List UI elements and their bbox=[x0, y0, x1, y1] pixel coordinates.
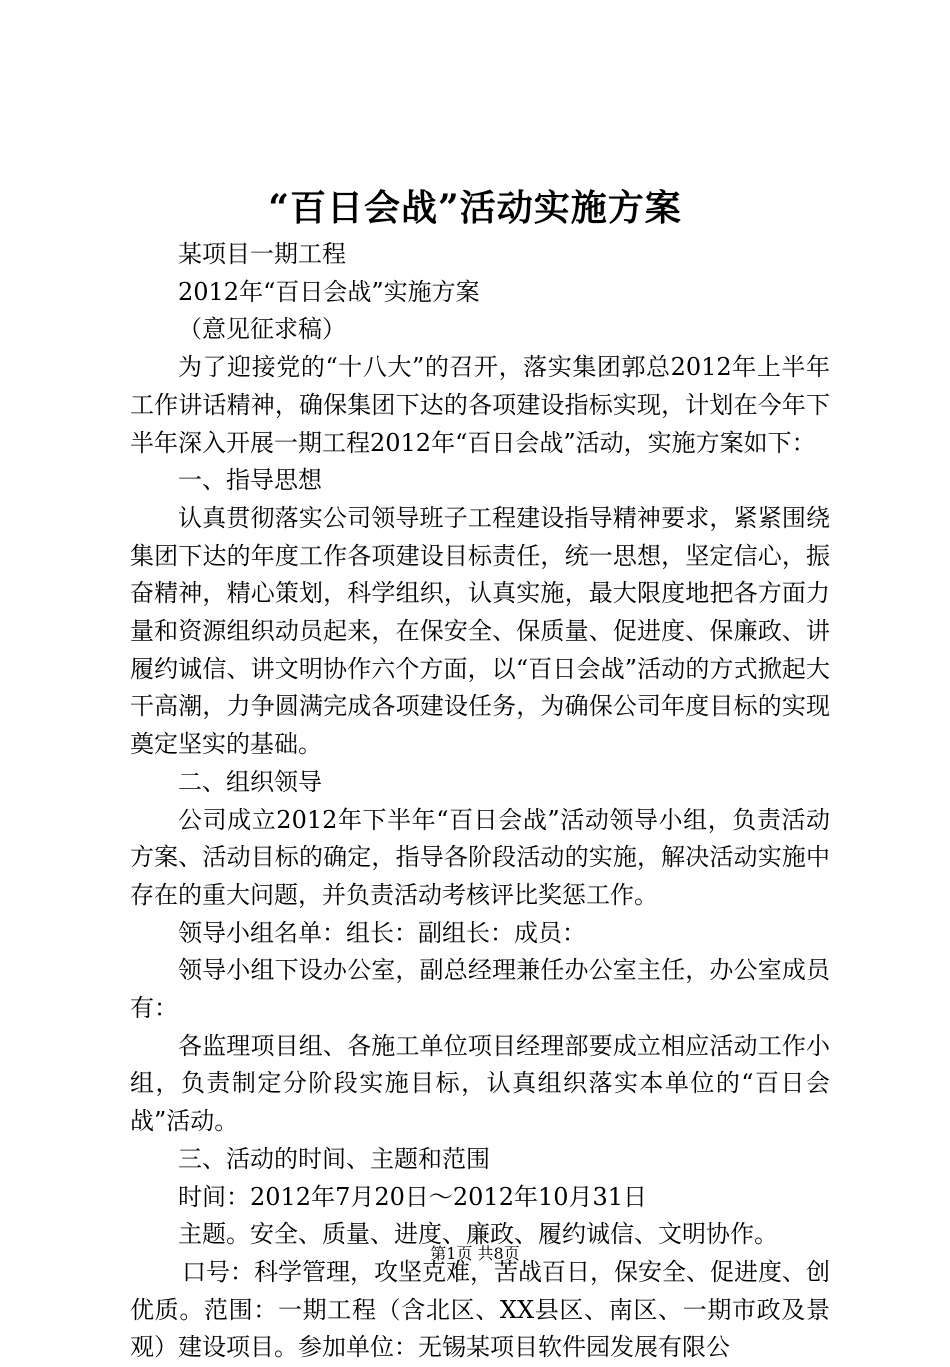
page-footer: 第1页 共8页 bbox=[430, 1244, 520, 1263]
section-heading-organization: 二、组织领导 bbox=[178, 767, 322, 796]
section-heading-time-theme-scope: 三、活动的时间、主题和范围 bbox=[178, 1144, 490, 1173]
paragraph-leadership-list: 领导小组名单：组长：副组长：成员： bbox=[178, 918, 586, 947]
paragraph-intro: 为了迎接党的“十八大”的召开，落实集团郭总2012年上半年工作讲话精神，确保集团下达的各项建设指标实现，计划在今年下半年深入开展一期工程2012年“百日会战”活动，实施方案如下： bbox=[130, 353, 830, 457]
paragraph-time: 时间：2012年7月20日～2012年10月31日 bbox=[178, 1182, 648, 1211]
section-heading-guiding-ideology: 一、指导思想 bbox=[178, 466, 322, 495]
paragraph-theme: 主题。安全、质量、进度、廉政、履约诚信、文明协作。 bbox=[178, 1220, 778, 1249]
paragraph-office: 领导小组下设办公室，副总经理兼任办公室主任，办公室成员有： bbox=[130, 956, 830, 1023]
document-body bbox=[130, 236, 830, 1367]
paragraph-guiding-ideology: 认真贯彻落实公司领导班子工程建设指导精神要求，紧紧围绕集团下达的年度工作各项建设目标责任，统一思想，坚定信心，振奋精神，精心策划，科学组织，认真实施，最大限度地把各方面力量和资源组织动员起来，在保安全、保质量、促进度、保廉政、讲履约诚信、讲文明协作六个方面，以“百日会战”活动的方式掀起大干高潮，力争圆满完成各项建设任务，为确保公司年度目标的实现奠定坚实的基础。 bbox=[130, 503, 830, 759]
paragraph-slogan-scope: 口号：科学管理，攻坚克难，苦战百日，保安全、促进度、创优质。范围：一期工程（含北区、XX县区、南区、一期市政及景观）建设项目。参加单位：无锡某项目软件园发展有限公 bbox=[130, 1257, 830, 1362]
paragraph-draft-note: （意见征求稿） bbox=[178, 315, 346, 344]
paragraph-work-groups: 各监理项目组、各施工单位项目经理部要成立相应活动工作小组，负责制定分阶段实施目标，认真组织落实本单位的“百日会战”活动。 bbox=[130, 1031, 830, 1136]
paragraph-project-name: 某项目一期工程 bbox=[178, 240, 346, 268]
paragraph-organization: 公司成立2012年下半年“百日会战”活动领导小组，负责活动方案、活动目标的确定，指导各阶段活动的实施，解决活动实施中存在的重大问题，并负责活动考核评比奖惩工作。 bbox=[130, 805, 830, 909]
paragraph-plan-name: 2012年“百日会战”实施方案 bbox=[178, 277, 480, 306]
document-title: “百日会战”活动实施方案 bbox=[268, 187, 682, 229]
